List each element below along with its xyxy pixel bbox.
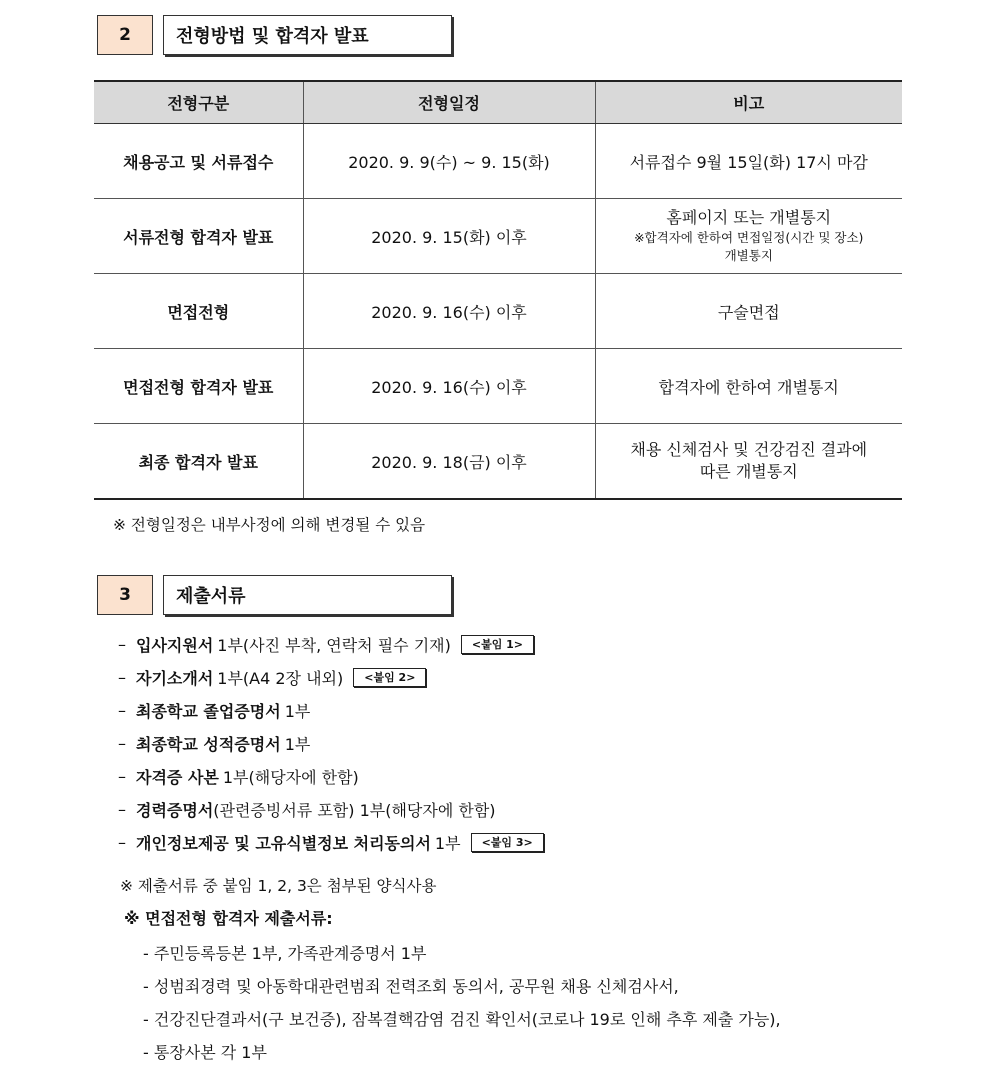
column-header-date: 전형일정 (303, 81, 595, 124)
interview-docs-list (143, 936, 781, 1068)
date-cell: 2020. 9. 16(수) 이후 (303, 274, 595, 349)
list-item: - 성범죄경력 및 아동학대관련범죄 전력조회 동의서, 공무원 채용 신체검사서, (143, 977, 679, 996)
document-detail: 1부 (284, 702, 311, 721)
stage-cell: 서류전형 합격자 발표 (94, 199, 303, 274)
list-dash: – (118, 833, 126, 852)
date-cell: 2020. 9. 16(수) 이후 (303, 349, 595, 424)
section-3-title: 제출서류 (163, 575, 452, 615)
remark-sub-note: ※합격자에 한하여 면접일정(시간 및 장소) (634, 230, 864, 245)
table-row (94, 349, 902, 424)
list-item (118, 661, 544, 694)
schedule-table (94, 80, 902, 500)
remark-line-2: 따른 개별통지 (699, 462, 798, 481)
document-detail: 1부 (284, 735, 311, 754)
table-row (94, 199, 902, 274)
section-3-header (97, 575, 452, 617)
table-row (94, 124, 902, 199)
document-detail: 1부(A4 2장 내외) (217, 669, 344, 688)
list-dash: – (118, 701, 126, 720)
document-name: 자기소개서 (136, 669, 214, 688)
stage-cell: 채용공고 및 서류접수 (94, 124, 303, 199)
attachment-badge: <붙임 3> (471, 833, 544, 852)
document-name: 경력증명서 (136, 801, 214, 820)
document-name: 자격증 사본 (136, 768, 219, 787)
list-item: - 건강진단결과서(구 보건증), 잠복결핵감염 검진 확인서(코로나 19로 인해 추후 제출 가능), (143, 1010, 781, 1029)
date-cell: 2020. 9. 15(화) 이후 (303, 199, 595, 274)
list-dash: – (118, 635, 126, 654)
attachment-badge: <붙임 1> (461, 635, 534, 654)
list-item (118, 760, 544, 793)
remark-cell (595, 424, 902, 500)
document-name: 개인정보제공 및 고유식별정보 처리동의서 (136, 834, 431, 853)
remark-cell: 합격자에 한하여 개별통지 (595, 349, 902, 424)
schedule-note: ※ 전형일정은 내부사정에 의해 변경될 수 있음 (113, 516, 426, 534)
list-item (118, 694, 544, 727)
stage-cell: 최종 합격자 발표 (94, 424, 303, 500)
stage-cell: 면접전형 합격자 발표 (94, 349, 303, 424)
document-detail: 1부 (434, 834, 461, 853)
table-row (94, 424, 902, 500)
column-header-remark: 비고 (595, 81, 902, 124)
list-dash: – (118, 668, 126, 687)
interview-docs-title: ※ 면접전형 합격자 제출서류: (124, 909, 333, 928)
documents-note: ※ 제출서류 중 붙임 1, 2, 3은 첨부된 양식사용 (120, 877, 437, 895)
attachment-badge: <붙임 2> (353, 668, 426, 687)
document-detail: 1부(해당자에 한함) (222, 768, 359, 787)
list-item (118, 727, 544, 760)
list-dash: – (118, 767, 126, 786)
document-detail: (관련증빙서류 포함) 1부(해당자에 한함) (213, 801, 496, 820)
date-cell: 2020. 9. 9(수) ~ 9. 15(화) (303, 124, 595, 199)
list-dash: – (118, 734, 126, 753)
remark-cell: 서류접수 9월 15일(화) 17시 마감 (595, 124, 902, 199)
remark-cell (595, 199, 902, 274)
document-name: 최종학교 성적증명서 (136, 735, 281, 754)
stage-cell: 면접전형 (94, 274, 303, 349)
list-item (118, 628, 544, 661)
document-name: 입사지원서 (136, 636, 214, 655)
list-item (118, 793, 544, 826)
table-header-row (94, 81, 902, 124)
table-row (94, 274, 902, 349)
remark-cell: 구술면접 (595, 274, 902, 349)
section-2-number: 2 (97, 15, 153, 55)
document-detail: 1부(사진 부착, 연락처 필수 기재) (217, 636, 451, 655)
list-dash: – (118, 800, 126, 819)
list-item: - 통장사본 각 1부 (143, 1043, 267, 1062)
column-header-stage: 전형구분 (94, 81, 303, 124)
section-3-number: 3 (97, 575, 153, 615)
list-item: - 주민등록등본 1부, 가족관계증명서 1부 (143, 944, 427, 963)
section-2-title: 전형방법 및 합격자 발표 (163, 15, 452, 55)
documents-list (118, 628, 544, 859)
remark-main: 홈페이지 또는 개별통지 (666, 208, 832, 227)
section-2-header (97, 15, 452, 57)
remark-sub-note-2: 개별통지 (724, 248, 773, 263)
date-cell: 2020. 9. 18(금) 이후 (303, 424, 595, 500)
remark-line-1: 채용 신체검사 및 건강검진 결과에 (630, 440, 868, 459)
document-name: 최종학교 졸업증명서 (136, 702, 281, 721)
list-item (118, 826, 544, 859)
